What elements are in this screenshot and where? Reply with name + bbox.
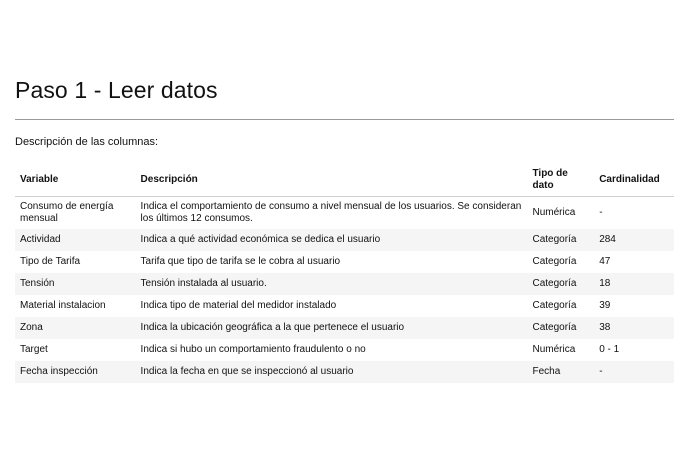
- header-cardinality: Cardinalidad: [594, 163, 674, 197]
- cell-variable: Tipo de Tarifa: [20, 256, 81, 267]
- table-row: [15, 339, 674, 361]
- cell-variable: Actividad: [15, 229, 136, 251]
- header-description: Descripción: [136, 163, 528, 197]
- cell-variable: Tensión: [15, 273, 136, 295]
- cell-cardinality: 38: [594, 317, 674, 339]
- cell-description: Indica el comportamiento de consumo a nivel mensual de los usuarios. Se consideran los últimos 12 consumos.: [140, 201, 522, 224]
- table-row: [15, 197, 674, 230]
- cell-data-type: Categoría: [527, 229, 594, 251]
- columns-table: [15, 163, 674, 383]
- cell-variable: Target: [20, 344, 48, 355]
- table-row: [15, 317, 674, 339]
- table-row: [15, 361, 674, 383]
- cell-description: Indica a qué actividad económica se dedica el usuario: [136, 229, 528, 251]
- cell-variable: Material instalacion: [20, 300, 106, 311]
- section-subtitle: Descripción de las columnas:: [15, 136, 159, 148]
- cell-data-type: Fecha: [527, 361, 594, 383]
- cell-variable: Fecha inspección: [15, 361, 136, 383]
- cell-cardinality: 18: [594, 273, 674, 295]
- cell-cardinality: 39: [599, 300, 611, 311]
- cell-data-type: Numérica: [532, 207, 576, 218]
- cell-cardinality: -: [599, 207, 603, 218]
- cell-cardinality: 0 - 1: [599, 344, 620, 355]
- table-header-row: [15, 163, 674, 197]
- table-row: [15, 229, 674, 251]
- cell-variable: Zona: [15, 317, 136, 339]
- cell-data-type: Categoría: [527, 317, 594, 339]
- cell-description: Indica si hubo un comportamiento fraudulento o no: [140, 344, 366, 355]
- page-title: Paso 1 - Leer datos: [15, 77, 218, 103]
- cell-data-type: Numérica: [532, 344, 576, 355]
- cell-description: Indica tipo de material del medidor instalado: [140, 300, 337, 311]
- cell-data-type: Categoría: [527, 273, 594, 295]
- cell-description: Tensión instalada al usuario.: [136, 273, 528, 295]
- cell-description: Tarifa que tipo de tarifa se le cobra al usuario: [140, 256, 341, 267]
- cell-variable: Consumo de energía mensual: [20, 201, 114, 224]
- header-variable: Variable: [15, 163, 136, 197]
- cell-description: Indica la ubicación geográfica a la que pertenece el usuario: [136, 317, 528, 339]
- cell-cardinality: 284: [594, 229, 674, 251]
- cell-cardinality: 47: [599, 256, 611, 267]
- table-row: [15, 251, 674, 273]
- header-data-type: Tipo de dato: [527, 163, 594, 197]
- cell-data-type: Categoría: [532, 300, 577, 311]
- cell-description: Indica la fecha en que se inspeccionó al usuario: [136, 361, 528, 383]
- cell-data-type: Categoría: [532, 256, 577, 267]
- table-row: [15, 273, 674, 295]
- title-divider: [15, 119, 674, 120]
- cell-cardinality: -: [594, 361, 674, 383]
- table-row: [15, 295, 674, 317]
